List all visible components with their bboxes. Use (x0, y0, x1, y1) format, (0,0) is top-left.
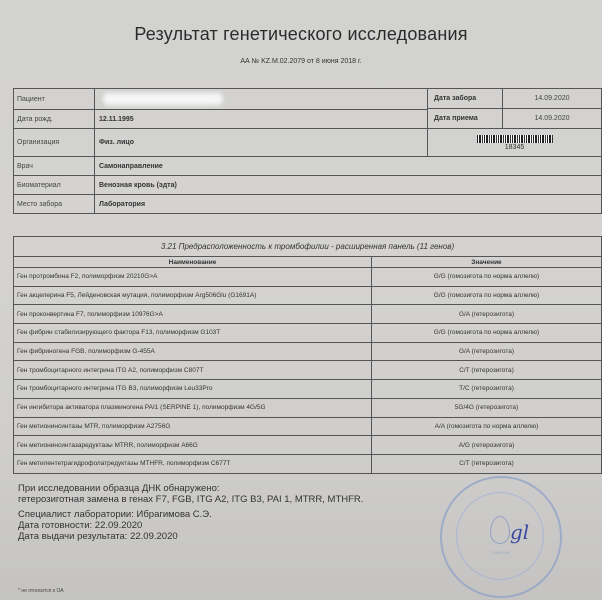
signature: gl (510, 520, 530, 544)
license-number: АА № KZ.M.02.2079 от 8 июня 2018 г. (240, 58, 362, 65)
genotype-value: G/A (гетерозигота) (458, 348, 515, 356)
genotype-value: A/G (гетерозигота) (458, 441, 515, 449)
gene-name: Ген тромбоцитарного интегрина ITG A2, полиморфизм C807T (14, 361, 372, 379)
conclusion-finding: гетерозиготная замена в генах F7, FGB, ITG A2, ITG B3, PAI 1, MTRR, MTHFR. (18, 494, 364, 505)
info-label: Врач (14, 157, 95, 175)
info-value: Венозная кровь (эдта) (99, 181, 177, 189)
gene-name: Ген проконвертина F7, полиморфизм 10976G>A (14, 305, 372, 323)
conclusion-intro: При исследовании образца ДНК обнаружено: (18, 483, 220, 494)
info-row-collection-place (14, 195, 601, 213)
table-row (14, 305, 601, 324)
gene-name: Ген протромбина F2, полиморфизм 20210G>A (14, 268, 372, 286)
table-row (14, 455, 601, 473)
table-row (14, 399, 601, 418)
info-label: Дата рожд. (14, 110, 95, 128)
panel-title: 3.21 Предрасположенность к тромбофилии - расширенная панель (11 генов) (14, 237, 601, 257)
lab-stamp-icon (440, 476, 562, 598)
table-row (14, 343, 601, 362)
conclusion-block (18, 483, 363, 542)
reception-date-row (428, 109, 601, 129)
issue-date: Дата выдачи результата: 22.09.2020 (18, 531, 178, 542)
footnote: * не относится к ОА (18, 588, 64, 594)
info-label: Место забора (14, 195, 95, 213)
table-row (14, 324, 601, 343)
info-row-doctor (14, 157, 601, 176)
genotype-value: T/C (гетерозигота) (459, 385, 514, 393)
info-row-organization (14, 129, 427, 156)
table-row (14, 268, 601, 287)
gene-name: Ген метилентетрагидрофолатредуктазы MTHFR, полиморфизм C677T (14, 455, 372, 473)
info-label: Биоматериал (14, 176, 95, 194)
table-row (14, 361, 601, 380)
info-label: Пациент (14, 89, 95, 109)
column-header-name: Наименование (14, 257, 372, 267)
results-table (13, 236, 602, 474)
genotype-value: G/A (гетерозигота) (458, 310, 515, 318)
genotype-value: G/G (гомозигота по норма аллелю) (433, 329, 540, 337)
info-value: Физ. лицо (99, 139, 134, 146)
date-value: 14.09.2020 (534, 95, 570, 102)
genotype-value: G/G (гомозигота по норма аллелю) (433, 273, 540, 281)
date-label: Дата забора (428, 89, 503, 108)
date-value: 14.09.2020 (534, 115, 570, 122)
info-value: Самонаправление (99, 162, 163, 170)
info-label: Организация (14, 129, 95, 156)
info-row-patient (14, 89, 427, 110)
column-header-value: Значение (471, 258, 502, 266)
gene-name: Ген фибрин стабилизирующего фактора F13, полиморфизм G103T (14, 324, 372, 342)
table-row (14, 287, 601, 306)
info-row-biomaterial (14, 176, 601, 195)
info-value: 12.11.1995 (99, 115, 134, 123)
table-row (14, 436, 601, 455)
patient-info-table (13, 88, 602, 214)
table-row (14, 380, 601, 399)
collection-date-row (428, 89, 601, 109)
ready-date: Дата готовности: 22.09.2020 (18, 520, 143, 531)
gene-name: Ген акцелерина F5, Лейденовская мутация, полиморфизм Arg506Glu (G1691A) (14, 287, 372, 305)
gene-name: Ген ингибитора активатора плазминогена PAI1 (SERPINE 1), полиморфизм 4G/5G (14, 399, 372, 417)
info-row-dob (14, 110, 427, 129)
info-value: Лаборатория (99, 200, 146, 208)
gene-name: Ген тромбоцитарного интегрина ITG B3, полиморфизм Leu33Pro (14, 380, 372, 398)
date-label: Дата приема (428, 109, 503, 128)
genotype-value: 5G/4G (гетерозигота) (454, 404, 519, 412)
gene-name: Ген фибриногена FGB, полиморфизм G-455A (14, 343, 372, 361)
results-header (14, 257, 601, 268)
genotype-value: G/G (гомозигота по норма аллелю) (433, 292, 540, 300)
lab-specialist: Специалист лаборатории: Ибрагимова С.Э. (18, 509, 212, 520)
barcode-icon (477, 135, 553, 143)
barcode-number: 18345 (504, 143, 525, 151)
genotype-value: C/T (гетерозигота) (459, 366, 514, 374)
gene-name: Ген метионинсинтазаредуктазы MTRR, полиморфизм A66G (14, 436, 372, 454)
patient-name-redacted (95, 89, 427, 109)
barcode-cell (428, 129, 601, 154)
stamp-text: TIMELAB (492, 550, 510, 555)
gene-name: Ген метионинсинтазы MTR, полиморфизм A2756G (14, 418, 372, 436)
table-row (14, 418, 601, 437)
document-title: Результат генетического исследования (134, 24, 468, 44)
genotype-value: C/T (гетерозигота) (459, 460, 514, 468)
genotype-value: A/A (гомозигота по норма аллелю) (434, 422, 539, 430)
